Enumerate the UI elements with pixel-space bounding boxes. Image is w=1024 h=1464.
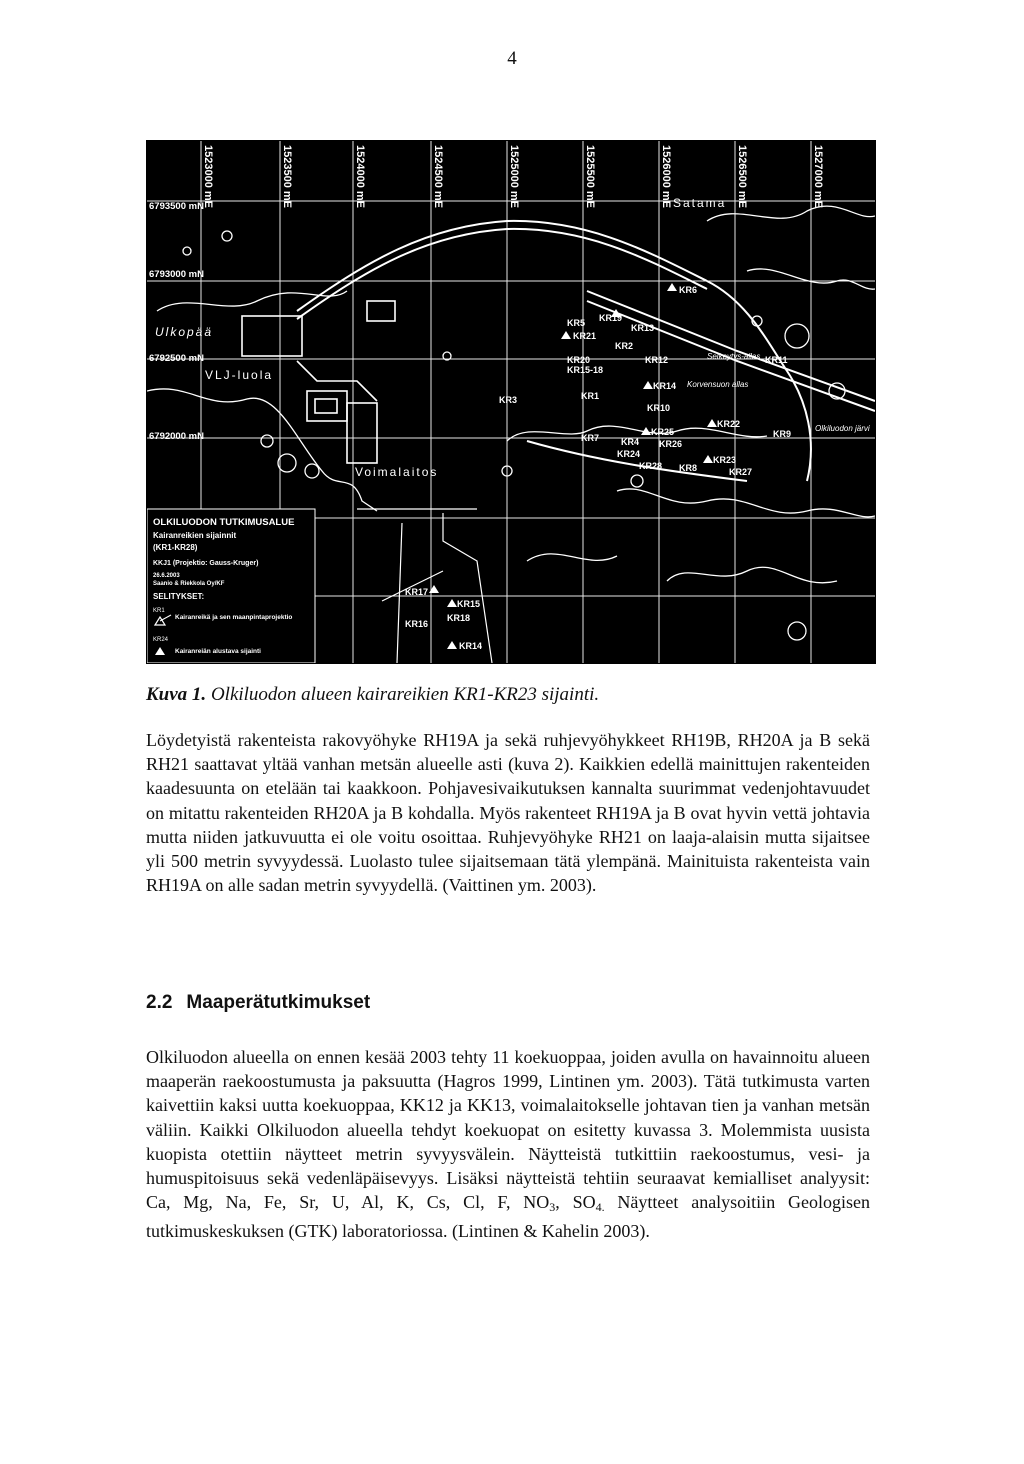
svg-text:KR22: KR22 [717, 419, 741, 429]
easting-1526500: 1526500 mE [736, 145, 748, 208]
easting-1527000: 1527000 mE [812, 145, 824, 208]
place-vlj-luola: VLJ-luola [205, 368, 274, 382]
page-number: 4 [507, 48, 517, 69]
svg-text:KR10: KR10 [647, 403, 671, 413]
paragraph-structures: Löydetyistä rakenteista rakovyöhyke RH19A ja sekä ruhjevyöhykkeet RH19B, RH20A ja B sekä RH21 saattavat yltää vanhan metsän alueelle asti (kuva 2). Kaikkien edellä mainittujen rakenteiden kaadesuunta on etelään tai kaakkoon. Pohjavesivaikutuksen kannalta suurimmat vedenjohtavuudet on mitattu rakenteiden RH20A ja B kohdalla. Myös rakenteet RH19A ja B ovat hyvin vettä johtavia mutta niiden jatkuvuutta ei ole voitu osoittaa. Ruhjevyöhyke RH21 on laaja-alaisin mutta sijaitsee yli 500 metrin syvyydessä. Luolasto tulee sijaitsemaan tätä ylempänä. Mainituista rakenteista vain RH19A on alle sadan metrin syvyydellä. (Vaittinen ym. 2003). [146, 730, 870, 896]
caption-text: Olkiluodon alueen kairareikien KR1-KR23 sijainti. [210, 684, 600, 705]
borehole-kr8 [679, 463, 697, 473]
legend-date: 26.6.2003 [153, 573, 180, 579]
legend-range: (KR1-KR28) [153, 543, 198, 552]
svg-text:KR6: KR6 [679, 285, 698, 295]
svg-text:KR21: KR21 [573, 331, 597, 341]
borehole-kr27 [729, 467, 752, 477]
borehole-kr28 [639, 461, 662, 471]
northing-6792000: 6792000 mN [149, 431, 204, 442]
borehole-kr10 [647, 403, 670, 413]
svg-text:KR20: KR20 [567, 355, 591, 365]
easting-1524000: 1524000 mE [354, 145, 366, 208]
easting-1523000: 1523000 mE [202, 145, 214, 208]
legend-item1-code: KR1 [153, 608, 165, 614]
section-heading [146, 992, 384, 1014]
legend-title: OLKILUODON TUTKIMUSALUE [153, 517, 295, 528]
easting-1524500: 1524500 mE [432, 145, 444, 208]
svg-text:KR2: KR2 [615, 341, 634, 351]
borehole-kr4 [621, 437, 639, 447]
figure-caption [146, 684, 599, 706]
borehole-kr26 [659, 439, 682, 449]
borehole-kr15 [447, 599, 480, 609]
borehole-kr1 [581, 391, 599, 401]
place-selkeytysallas: Selkeytys-allas [707, 352, 761, 361]
legend-projection: KKJ1 (Projektio: Gauss-Kruger) [153, 560, 259, 567]
para2-part3: Näytteet analysoitiin Geologisen tutkimuskeskuksen (GTK) laboratoriossa. (Lintinen & Kahelin 2003). [146, 1192, 870, 1242]
borehole-kr9 [773, 429, 791, 439]
svg-text:KR12: KR12 [645, 355, 669, 365]
svg-text:KR15: KR15 [457, 599, 481, 609]
section-title: Maaperätutkimukset [186, 992, 371, 1013]
borehole-kr5 [567, 318, 585, 328]
para2-sub1: 3 [549, 1200, 556, 1215]
svg-text:KR7: KR7 [581, 433, 600, 443]
svg-text:KR8: KR8 [679, 463, 698, 473]
place-satama: Satama [673, 196, 727, 210]
legend-item2-text: Kairanreiän alustava sijainti [175, 648, 261, 655]
caption-label: Kuva 1. [146, 684, 207, 705]
borehole-kr2 [615, 341, 633, 351]
borehole-kr7 [581, 433, 599, 443]
borehole-kr24 [617, 449, 640, 459]
borehole-kr16 [405, 619, 428, 629]
northing-labels [149, 201, 204, 442]
svg-text:KR26: KR26 [659, 439, 683, 449]
power-plant [242, 301, 395, 463]
svg-text:KR1: KR1 [581, 391, 600, 401]
svg-text:KR17: KR17 [405, 587, 429, 597]
borehole-kr15-18 [567, 365, 603, 375]
borehole-kr18 [447, 613, 470, 623]
borehole-kr25 [641, 427, 674, 437]
easting-1525000: 1525000 mE [508, 145, 520, 208]
svg-text:KR23: KR23 [713, 455, 737, 465]
para2-part1: Olkiluodon alueella on ennen kesää 2003 tehty 11 koekuoppaa, joiden avulla on havainnoitu alueen maaperän raekoostumusta ja paksuutta (Hagros 1999, Lintinen ym. 2003). Tätä tutkimusta varten kaivettiin kaksi uutta koekuoppaa, KK12 ja KK13, voimalaitokselle johtavan tien ja vanhan metsän väliin. Kaikki Olkiluodon alueella tehdyt koekuopat on esitetty kuvassa 3. Molemmista uusista kuopista otettiin näytteet metrin syvyysvälein. Näytteistä tutkittiin raekoostumus, vesi- ja humuspitoisuus sekä vedenläpäisevyys. Lisäksi näytteistä tehtiin seuraavat kemialliset analyysit: Ca, Mg, Na, Fe, Sr, U, Al, K, Cs, Cl, F, NO [146, 1047, 870, 1213]
boundary-lines [357, 509, 492, 663]
borehole-kr11 [765, 355, 788, 365]
borehole-kr14a [643, 381, 676, 391]
easting-1526000: 1526000 mE [660, 145, 672, 208]
legend-item1-text: Kairanreikä ja sen maanpintaprojektio [175, 614, 293, 621]
borehole-kr23 [703, 455, 736, 465]
place-ulkopaa: Ulkopää [155, 325, 214, 339]
svg-text:KR28: KR28 [639, 461, 663, 471]
svg-text:KR13: KR13 [631, 323, 655, 333]
svg-text:KR15-18: KR15-18 [567, 365, 604, 375]
easting-1523500: 1523500 mE [281, 145, 293, 208]
easting-1525500: 1525500 mE [584, 145, 596, 208]
northing-6793500: 6793500 mN [149, 201, 204, 212]
legend-item2-code: KR24 [153, 637, 169, 643]
borehole-location-map [146, 140, 876, 664]
paragraph-soil-studies [146, 1045, 870, 1244]
svg-text:KR19: KR19 [599, 313, 623, 323]
svg-text:KR14: KR14 [653, 381, 677, 391]
svg-text:KR3: KR3 [499, 395, 518, 405]
borehole-kr21 [561, 331, 596, 341]
borehole-kr13 [631, 323, 654, 333]
place-korvensuon-allas: Korvensuon allas [687, 380, 749, 389]
para2-part2: , SO [555, 1192, 596, 1213]
svg-text:KR25: KR25 [651, 427, 675, 437]
svg-text:KR14: KR14 [459, 641, 483, 651]
place-voimalaitos: Voimalaitos [355, 465, 439, 479]
svg-text:KR16: KR16 [405, 619, 429, 629]
northing-6793000: 6793000 mN [149, 269, 204, 280]
svg-text:KR11: KR11 [765, 355, 788, 365]
map-legend [147, 509, 315, 663]
legend-subtitle: Kairanreikien sijainnit [153, 531, 237, 540]
svg-text:KR5: KR5 [567, 318, 586, 328]
legend-author: Saanio & Riekkola Oy/KF [153, 581, 225, 587]
borehole-kr12 [645, 355, 668, 365]
place-olkiluodon-jarvi: Olkiluodon järvi [815, 424, 870, 433]
borehole-kr20 [567, 355, 590, 365]
legend-explanation: SELITYKSET: [153, 592, 205, 601]
svg-text:KR4: KR4 [621, 437, 640, 447]
section-number: 2.2 [146, 992, 173, 1013]
para2-sub2: 4. [595, 1200, 605, 1215]
borehole-kr22 [707, 419, 740, 429]
svg-text:KR24: KR24 [617, 449, 641, 459]
borehole-kr3 [499, 395, 517, 405]
northing-6792500: 6792500 mN [149, 353, 204, 364]
easting-labels [202, 145, 824, 208]
borehole-kr6 [667, 283, 697, 295]
svg-text:KR9: KR9 [773, 429, 792, 439]
svg-text:KR27: KR27 [729, 467, 753, 477]
svg-text:KR18: KR18 [447, 613, 471, 623]
borehole-kr17 [405, 585, 439, 597]
borehole-kr14b [447, 641, 482, 651]
